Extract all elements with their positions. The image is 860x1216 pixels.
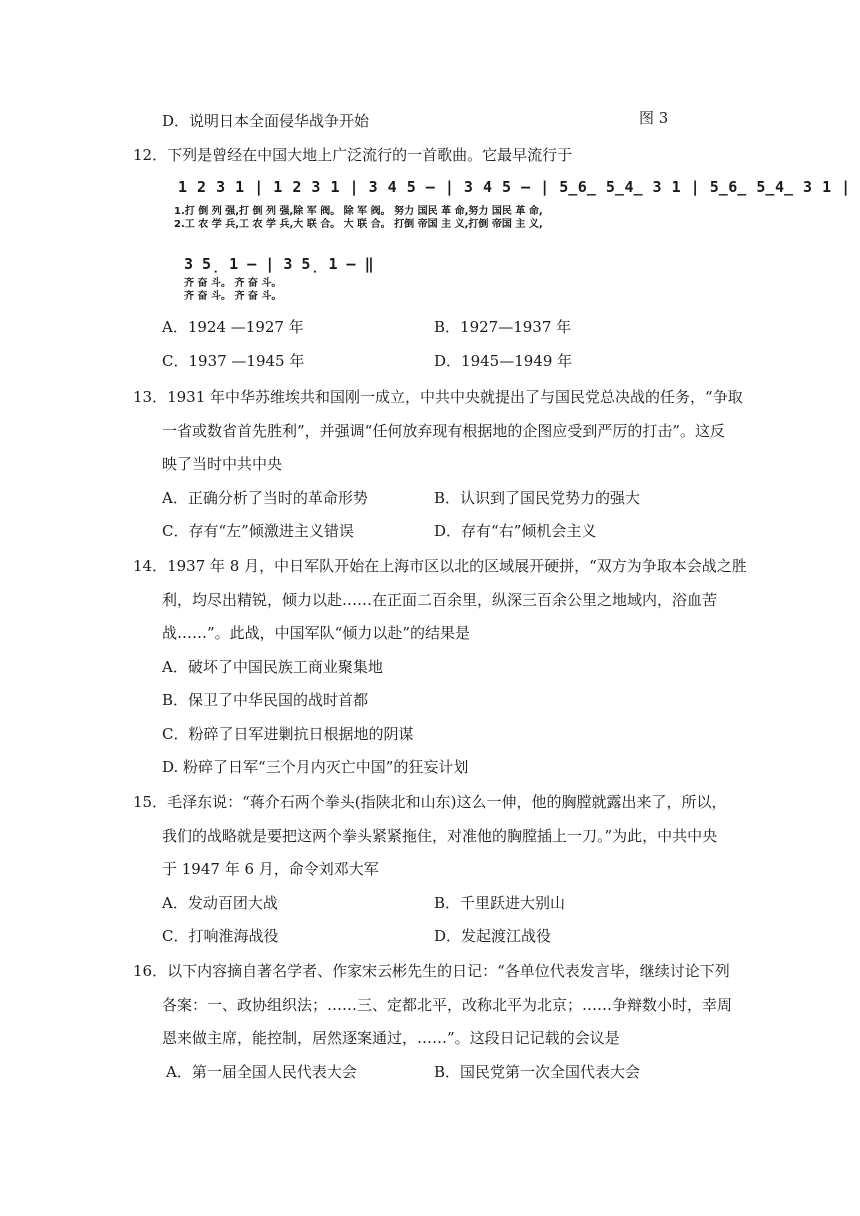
q14-line3: 战……”。此战，中国军队“倾力以赴”的结果是 (162, 624, 471, 642)
score-line2-notes: 3 5̣ 1 – | 3 5̣ 1 – ‖ (184, 255, 374, 273)
q13-line1: 13．1931 年中华苏维埃共和国刚一成立，中共中央就提出了与国民党总决战的任务，“争取 (133, 388, 743, 406)
q16-option-b: B．国民党第一次全国代表大会 (434, 1063, 641, 1081)
q14-option-c: C．粉碎了日军进剿抗日根据地的阴谋 (162, 725, 414, 743)
q12-option-a: A．1924 —1927 年 (162, 318, 304, 336)
q14-option-d: D. 粉碎了日军“三个月内灭亡中国”的狂妄计划 (162, 758, 469, 776)
q15-option-a: A．发动百团大战 (162, 894, 278, 912)
q15-option-b: B．千里跃进大别山 (434, 894, 566, 912)
q15-line2: 我们的战略就是要把这两个拳头紧紧拖住，对准他的胸膛插上一刀。”为此，中共中央 (162, 827, 718, 845)
q13-option-a: A．正确分析了当时的革命形势 (162, 489, 368, 507)
q16-line2: 各案：一、政协组织法；……三、定都北平，改称北平为北京；……争辩数小时，幸周 (162, 996, 733, 1014)
score-line1-lyrics-b: 2.工 农 学 兵,工 农 学 兵,大 联 合。 大 联 合。 打倒 帝国 主 义,打倒 帝国 主 义, (174, 219, 543, 230)
q15-line1: 15．毛泽东说：“蒋介石两个拳头(指陕北和山东)这么一伸，他的胸膛就露出来了，所以， (133, 793, 727, 811)
q16-option-a: A．第一届全国人民代表大会 (166, 1063, 357, 1081)
q13-option-b: B．认识到了国民党势力的强大 (434, 489, 641, 507)
score-line2-lyrics-a: 齐 奋 斗。 齐 奋 斗。 (184, 278, 282, 289)
q15-option-c: C．打响淮海战役 (162, 927, 279, 945)
q13-option-d: D．存有“右”倾机会主义 (434, 522, 597, 540)
q13-line3: 映了当时中共中央 (162, 455, 283, 473)
q13-option-c: C．存有“左”倾激进主义错误 (162, 522, 354, 540)
q16-line3: 恩来做主席，能控制，居然逐案通过，……”。这段日记记载的会议是 (162, 1029, 620, 1047)
q14-line2: 利，均尽出精锐，倾力以赴……在正面二百余里，纵深三百余公里之地域内，浴血苦 (162, 591, 718, 609)
q16-line1: 16．以下内容摘自著名学者、作家宋云彬先生的日记：“各单位代表发言毕，继续讨论下列 (133, 962, 730, 980)
q12-option-d: D．1945—1949 年 (434, 352, 573, 370)
q13-line2: 一省或数省首先胜利”，并强调“任何放弃现有根据地的企图应受到严厉的打击”。这反 (162, 422, 726, 440)
q14-option-a: A．破坏了中国民族工商业聚集地 (162, 658, 383, 676)
score-line1-lyrics-a: 1.打 倒 列 强,打 倒 列 强,除 军 阀。 除 军 阀。 努力 国民 革 命,努力 国民 革 命, (174, 206, 543, 217)
q15-option-d: D．发起渡江战役 (434, 927, 552, 945)
prev-option-d: D．说明日本全面侵华战争开始 (162, 112, 370, 130)
figure-label: 图 3 (639, 109, 669, 127)
q15-line3: 于 1947 年 6 月，命令刘邓大军 (162, 860, 379, 878)
q14-option-b: B．保卫了中华民国的战时首都 (162, 691, 369, 709)
score-line2-lyrics-b: 齐 奋 斗。 齐 奋 斗。 (184, 291, 282, 302)
q12-option-b: B．1927—1937 年 (434, 318, 572, 336)
q14-line1: 14．1937 年 8 月，中日军队开始在上海市区以北的区域展开硬拼，“双方为争取本会战之胜 (133, 557, 747, 575)
q12-option-c: C．1937 —1945 年 (162, 352, 305, 370)
q12-stem: 12．下列是曾经在中国大地上广泛流行的一首歌曲。它最早流行于 (133, 146, 573, 164)
score-line1-notes: 1 2 3 1 | 1 2 3 1 | 3 4 5 – | 3 4 5 – | 5̲6̲ 5̲4̲ 3 1 | 5̲6̲ 5̲4̲ 3 1 | (178, 178, 851, 196)
